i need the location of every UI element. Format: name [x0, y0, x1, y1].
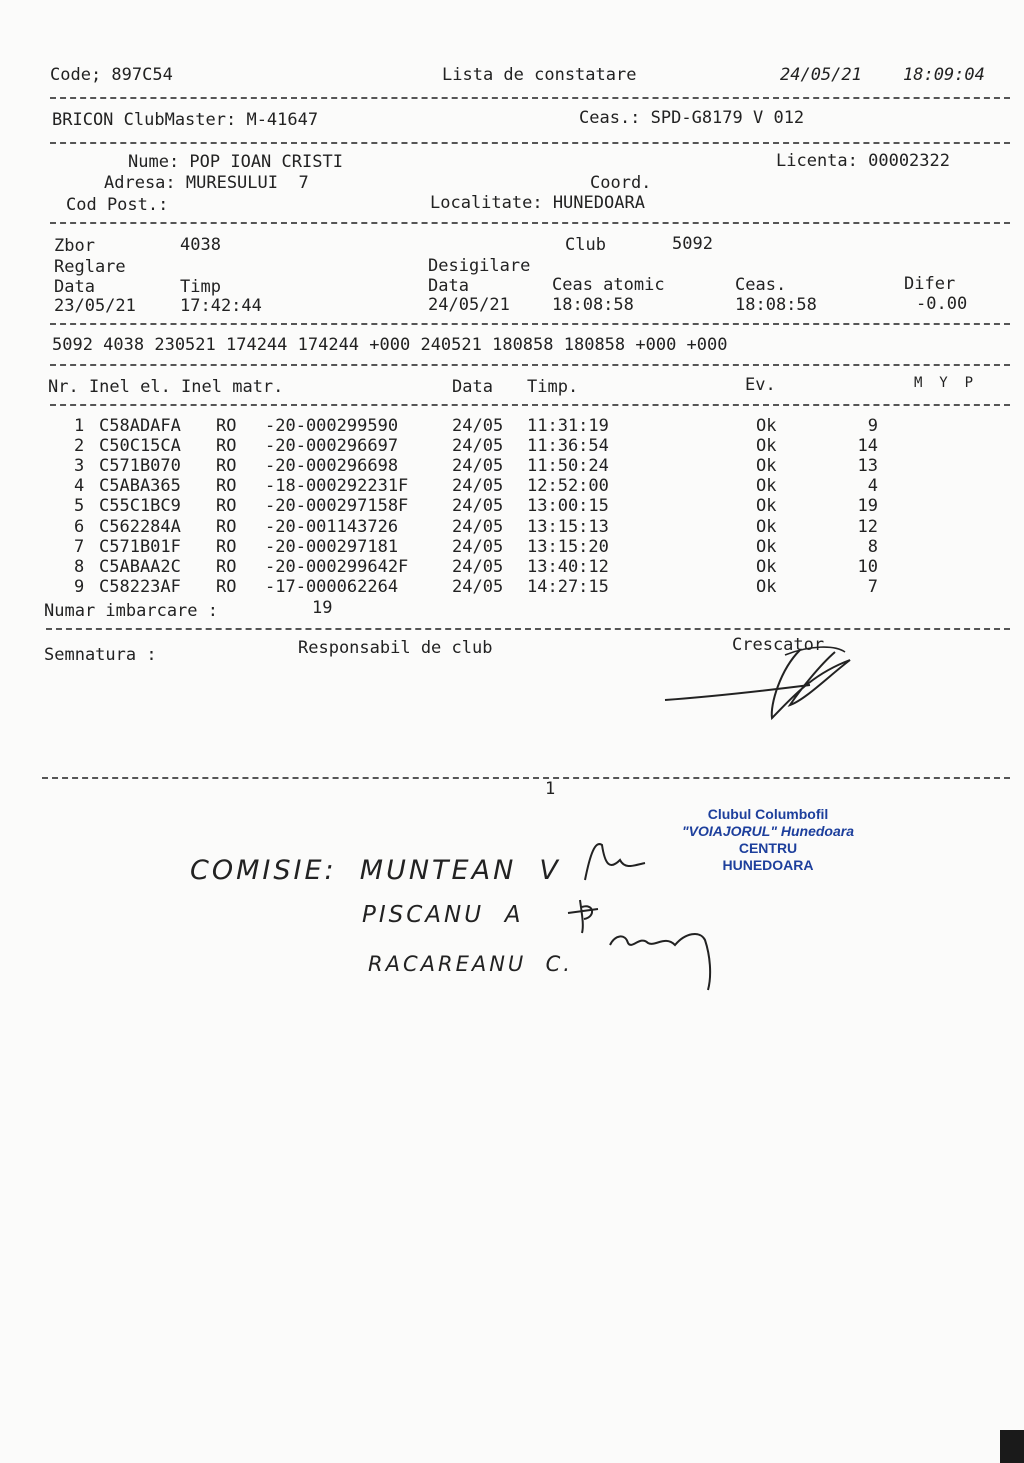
cell-data: 24/05: [452, 536, 504, 557]
breeder-label: Crescator: [732, 635, 825, 655]
desig-clock-time: 18:08:58: [735, 295, 817, 315]
clock-id: Ceas.: SPD-G8179 V 012: [579, 108, 805, 128]
flight-label: Zbor: [54, 236, 95, 256]
cell-ro: RO: [216, 516, 237, 537]
cell-n: 10: [857, 556, 878, 577]
cell-n: 8: [867, 536, 878, 557]
cell-inel: C562284A: [99, 516, 181, 537]
cell-ev: Ok: [756, 536, 777, 557]
commission-signatures: [560, 825, 730, 1005]
breeder-signature: [660, 630, 860, 730]
reglare-time: 17:42:44: [180, 296, 262, 316]
clock-label: Ceas.: [735, 275, 787, 295]
cell-data: 24/05: [452, 476, 504, 497]
cell-inel: C50C15CA: [99, 436, 181, 457]
cell-matr: -18-000292231F: [265, 476, 409, 497]
desig-date: 24/05/21: [428, 295, 510, 315]
cell-ev: Ok: [756, 476, 777, 497]
cell-matr: -20-000299590: [265, 416, 399, 436]
cell-n: 14: [857, 436, 878, 457]
owner-address: Adresa: MURESULUI 7: [104, 173, 309, 193]
cell-matr: -20-001143726: [265, 516, 399, 537]
cell-ev: Ok: [756, 416, 777, 436]
cell-ro: RO: [216, 496, 237, 517]
reglare-time-label: Timp: [180, 277, 221, 297]
imbarcare-label: Numar imbarcare :: [44, 601, 218, 621]
divider: [42, 777, 1010, 779]
imbarcare-value: 19: [312, 598, 333, 618]
handwritten-commission: COMISIE: MUNTEAN V: [190, 855, 561, 886]
cell-timp: 11:50:24: [527, 456, 609, 477]
cell-data: 24/05: [452, 576, 504, 597]
stamp-line: HUNEDOARA: [722, 857, 814, 873]
club-responsible-label: Responsabil de club: [298, 638, 493, 658]
table-header-myp: M Y P: [914, 375, 974, 391]
divider: [50, 404, 1010, 406]
stamp-line: CENTRU: [738, 840, 798, 856]
cell-ro: RO: [216, 576, 237, 597]
cell-ro: RO: [216, 476, 237, 497]
cell-ro: RO: [216, 456, 237, 477]
document-code: Code; 897C54: [50, 65, 173, 85]
club-label: Club: [565, 235, 606, 255]
cell-timp: 11:31:19: [527, 416, 609, 436]
cell-n: 9: [867, 416, 878, 436]
desig-date-label: Data: [428, 276, 469, 296]
license-number: Licenta: 00002322: [776, 151, 950, 171]
cell-timp: 13:15:13: [527, 516, 609, 537]
cell-inel: C58223AF: [99, 576, 181, 597]
divider: [50, 222, 1010, 224]
flight-number: 4038: [180, 235, 221, 255]
cell-n: 7: [867, 576, 878, 597]
difference-label: Difer: [904, 274, 956, 294]
postal-code-label: Cod Post.:: [66, 195, 169, 215]
cell-nr: 5: [74, 496, 85, 517]
cell-nr: 3: [74, 456, 85, 477]
stamp-line: Clubul Columbofil: [707, 806, 829, 822]
table-header-date: Data: [452, 377, 493, 397]
cell-timp: 13:15:20: [527, 536, 609, 557]
cell-inel: C58ADAFA: [99, 416, 181, 436]
cell-data: 24/05: [452, 516, 504, 537]
stamp-line: "VOIAJORUL" Hunedoara: [682, 823, 854, 839]
divider: [50, 142, 1010, 144]
cell-ev: Ok: [756, 516, 777, 537]
signature-label: Semnatura :: [44, 645, 157, 665]
club-number: 5092: [672, 234, 713, 254]
cell-data: 24/05: [452, 436, 504, 457]
cell-inel: C571B070: [99, 456, 181, 477]
table-header-rings: Nr. Inel el. Inel matr.: [48, 377, 284, 397]
cell-timp: 11:36:54: [527, 436, 609, 457]
divider: [50, 97, 1010, 99]
cell-data: 24/05: [452, 416, 504, 436]
table-header-time: Timp.: [527, 377, 579, 397]
divider: [46, 628, 1010, 630]
handwritten-name: PISCANU A: [362, 902, 524, 928]
cell-nr: 7: [74, 536, 85, 557]
cell-matr: -20-000296697: [265, 436, 399, 457]
cell-matr: -20-000299642F: [265, 556, 409, 577]
cell-timp: 13:00:15: [527, 496, 609, 517]
cell-ev: Ok: [756, 496, 777, 517]
owner-name: Nume: POP IOAN CRISTI: [128, 152, 343, 172]
cell-n: 4: [867, 476, 878, 497]
cell-matr: -17-000062264: [265, 576, 399, 597]
cell-n: 19: [857, 496, 878, 517]
cell-ev: Ok: [756, 456, 777, 477]
code-line: 5092 4038 230521 174244 174244 +000 240521 180858 180858 +000 +000: [52, 335, 728, 355]
cell-timp: 12:52:00: [527, 476, 609, 497]
cell-nr: 8: [74, 556, 85, 577]
cell-n: 12: [857, 516, 878, 537]
reglare-date-label: Data: [54, 277, 95, 297]
cell-n: 13: [857, 456, 878, 477]
document-title: Lista de constatare: [442, 65, 637, 85]
print-time: 18:09:04: [903, 65, 985, 85]
cell-matr: -20-000296698: [265, 456, 399, 477]
difference-value: -0.00: [916, 294, 968, 314]
cell-nr: 6: [74, 516, 85, 537]
cell-timp: 13:40:12: [527, 556, 609, 577]
cell-nr: 9: [74, 576, 85, 597]
cell-nr: 1: [74, 416, 85, 436]
desig-atomic-time: 18:08:58: [552, 295, 634, 315]
cell-data: 24/05: [452, 556, 504, 577]
cell-ro: RO: [216, 536, 237, 557]
cell-inel: C5ABA365: [99, 476, 181, 497]
atomic-clock-label: Ceas atomic: [552, 275, 665, 295]
cell-inel: C55C1BC9: [99, 496, 181, 517]
coord-label: Coord.: [590, 173, 652, 193]
cell-ev: Ok: [756, 556, 777, 577]
reglare-label: Reglare: [54, 257, 126, 277]
scan-edge-mark: [1000, 1430, 1024, 1463]
clubmaster-id: BRICON ClubMaster: M-41647: [52, 110, 319, 130]
cell-inel: C571B01F: [99, 536, 181, 557]
table-header-ev: Ev.: [745, 375, 776, 395]
cell-nr: 2: [74, 436, 85, 457]
divider: [50, 323, 1010, 325]
cell-nr: 4: [74, 476, 85, 497]
reglare-date: 23/05/21: [54, 296, 136, 316]
print-date: 24/05/21: [780, 65, 862, 85]
cell-ev: Ok: [756, 576, 777, 597]
desigilare-label: Desigilare: [428, 256, 531, 276]
handwritten-name: RACAREANU C.: [368, 952, 573, 976]
cell-ev: Ok: [756, 436, 777, 457]
cell-inel: C5ABAA2C: [99, 556, 181, 577]
cell-data: 24/05: [452, 456, 504, 477]
cell-ro: RO: [216, 436, 237, 457]
cell-matr: -20-000297158F: [265, 496, 409, 517]
page-number: 1: [545, 779, 556, 799]
divider: [50, 364, 1010, 366]
cell-ro: RO: [216, 416, 237, 436]
cell-matr: -20-000297181: [265, 536, 399, 557]
locality: Localitate: HUNEDOARA: [430, 193, 645, 213]
cell-timp: 14:27:15: [527, 576, 609, 597]
cell-ro: RO: [216, 556, 237, 577]
cell-data: 24/05: [452, 496, 504, 517]
